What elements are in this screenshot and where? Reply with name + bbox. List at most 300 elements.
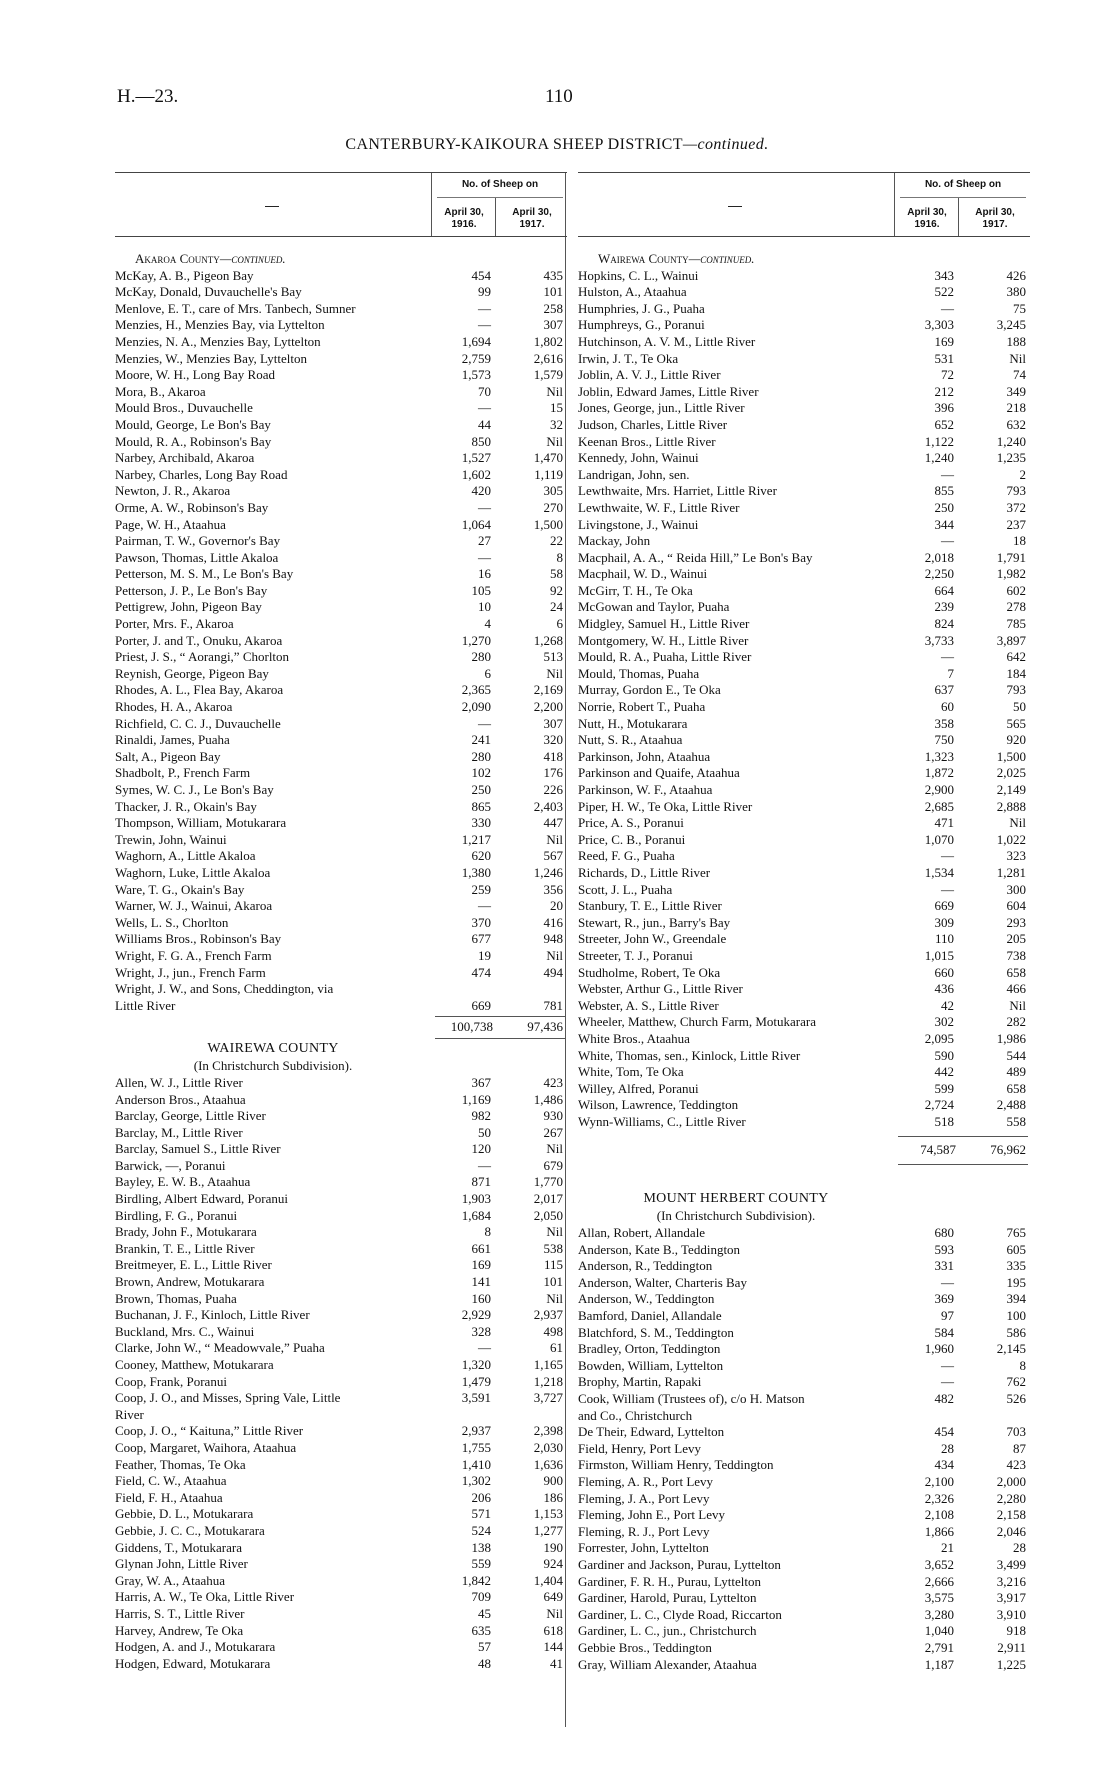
sheep-1917: 900 <box>543 1473 563 1489</box>
holder-name: Brown, Andrew, Motukarara <box>115 1274 265 1290</box>
sheep-1916: 434 <box>934 1457 954 1473</box>
table-row <box>578 732 1030 749</box>
holder-name: Lewthwaite, W. F., Little River <box>578 499 740 515</box>
holder-name: Waghorn, A., Little Akaloa <box>115 848 256 864</box>
sheep-1916: 2,900 <box>924 782 954 797</box>
sheep-1917: Nil <box>546 665 563 681</box>
sheep-1917: Nil <box>546 383 563 399</box>
sheep-1917: 176 <box>543 765 563 781</box>
table-row <box>578 400 1030 417</box>
table-row <box>578 832 1030 849</box>
holder-name: Mora, B., Akaroa <box>115 383 206 399</box>
holder-name: Nutt, S. R., Ataahua <box>578 732 683 748</box>
sheep-1916: 2,250 <box>924 566 954 582</box>
table-row <box>578 517 1030 534</box>
left-column <box>115 172 567 1672</box>
date-1916-line2: 1916. <box>451 219 477 230</box>
sheep-1916: 824 <box>934 616 954 632</box>
sheep-1916: 2,666 <box>924 1573 954 1589</box>
holder-name: Norrie, Robert T., Puaha <box>578 699 706 715</box>
sheep-1917: Nil <box>1009 350 1026 366</box>
holder-name: Coop, J. O., and Misses, Spring Vale, Little <box>115 1390 341 1406</box>
table-row <box>115 1656 567 1673</box>
sheep-1916: 1,169 <box>461 1091 491 1107</box>
table-row <box>578 483 1030 500</box>
sheep-1916: 331 <box>934 1258 954 1274</box>
sheep-1916: 3,652 <box>924 1556 954 1572</box>
sheep-1916: 1,040 <box>924 1623 954 1639</box>
holder-name: Field, C. W., Ataahua <box>115 1473 227 1489</box>
holder-name: Birdling, F. G., Poranui <box>115 1207 238 1223</box>
table-row <box>578 865 1030 882</box>
sheep-1917: 2,158 <box>996 1507 1026 1523</box>
date-1917-header <box>960 207 1030 231</box>
akaroa-heading-text: Akaroa County <box>135 251 220 266</box>
header-rule <box>437 197 563 198</box>
sheep-1917: 1,246 <box>533 864 563 880</box>
sheep-1916: 169 <box>471 1257 491 1273</box>
table-row <box>115 699 567 716</box>
sheep-1917: 1,500 <box>533 516 563 532</box>
table-row <box>115 1092 567 1109</box>
sheep-1916: 2,090 <box>461 699 491 715</box>
sheep-1917: 282 <box>1006 1014 1026 1030</box>
sheep-1916: — <box>478 300 491 316</box>
holder-name: McKay, A. B., Pigeon Bay <box>115 267 254 283</box>
total-1917: 97,436 <box>527 1019 563 1035</box>
sheep-1917: 2,145 <box>996 1341 1026 1357</box>
sheep-1916: 2,929 <box>461 1307 491 1323</box>
table-row <box>578 1242 1030 1259</box>
sheep-1916: 420 <box>471 483 491 499</box>
table-row <box>578 1291 1030 1308</box>
table-row <box>578 533 1030 550</box>
table-row <box>578 1358 1030 1375</box>
holder-name: Mould, R. A., Puaha, Little River <box>578 649 752 665</box>
holder-name: Murray, Gordon E., Te Oka <box>578 682 721 698</box>
table-row <box>578 1097 1030 1114</box>
sheep-1917: 3,910 <box>996 1606 1026 1622</box>
holder-name: Midgley, Samuel H., Little River <box>578 616 750 632</box>
holder-name: Coop, Margaret, Waihora, Ataahua <box>115 1439 297 1455</box>
holder-name: Barwick, —, Poranui <box>115 1157 226 1173</box>
holder-name: Kennedy, John, Wainui <box>578 450 699 466</box>
holder-name: Anderson Bros., Ataahua <box>115 1091 246 1107</box>
sheep-1917: 762 <box>1006 1374 1026 1390</box>
table-row <box>578 1474 1030 1491</box>
sheep-1916: 2,685 <box>924 798 954 814</box>
holder-name: Forrester, John, Lyttelton <box>578 1540 709 1556</box>
total-rule <box>435 1038 565 1039</box>
sheep-1916: 850 <box>471 433 491 449</box>
sheep-1916: 518 <box>934 1113 954 1129</box>
sheep-1917: 567 <box>543 848 563 864</box>
table-row <box>115 1241 567 1258</box>
table-row <box>115 1224 567 1241</box>
table-row <box>115 434 567 451</box>
sheep-1917: 349 <box>1006 383 1026 399</box>
table-row <box>578 450 1030 467</box>
sheep-1917: 1,235 <box>996 450 1026 466</box>
table-row <box>578 716 1030 733</box>
sheep-1916: 436 <box>934 981 954 997</box>
table-row <box>578 649 1030 666</box>
table-row <box>115 467 567 484</box>
wairewa-continued-heading <box>578 251 1030 268</box>
sheep-1917: 61 <box>550 1340 563 1356</box>
holder-name: Anderson, Walter, Charteris Bay <box>578 1274 747 1290</box>
holder-name: Fleming, John E., Port Levy <box>578 1507 725 1523</box>
sheep-1917: 20 <box>550 898 563 914</box>
table-row <box>115 1490 567 1507</box>
sheep-1917: 8 <box>1019 1357 1026 1373</box>
sheep-1917: 75 <box>1013 300 1026 316</box>
sheep-1917: 435 <box>543 267 563 283</box>
holder-name: Wheeler, Matthew, Church Farm, Motukarara <box>578 1014 816 1030</box>
holder-name: Brankin, T. E., Little River <box>115 1240 255 1256</box>
wairewa-heading-suffix: —continued. <box>688 251 755 266</box>
sheep-1916: 1,410 <box>461 1456 491 1472</box>
holder-name: Harvey, Andrew, Te Oka <box>115 1622 244 1638</box>
date-1917-line1: April 30, <box>975 207 1015 218</box>
sheep-1917: 1,986 <box>996 1030 1026 1046</box>
table-row <box>578 268 1030 285</box>
sheep-1916: 471 <box>934 815 954 831</box>
sheep-1916: 2,095 <box>924 1030 954 1046</box>
sheep-1917: 2,000 <box>996 1473 1026 1489</box>
sheep-1917: 1,636 <box>533 1456 563 1472</box>
wairewa-rows-right <box>578 268 1030 1131</box>
sheep-1916: 1,479 <box>461 1373 491 1389</box>
sheep-count-header: No. of Sheep on <box>461 179 539 190</box>
holder-name: Giddens, T., Motukarara <box>115 1539 242 1555</box>
table-row <box>115 1573 567 1590</box>
holder-name: Price, C. B., Poranui <box>578 831 686 847</box>
sheep-1917: 278 <box>1006 599 1026 615</box>
holder-name: Parkinson, W. F., Ataahua <box>578 782 713 797</box>
table-row <box>115 268 567 285</box>
sheep-1916: 42 <box>941 997 954 1013</box>
holder-name: Gardiner, F. R. H., Purau, Lyttelton <box>578 1573 761 1589</box>
sheep-1916: 358 <box>934 715 954 731</box>
sheep-1917: 3,499 <box>996 1556 1026 1572</box>
holder-name: Petterson, M. S. M., Le Bon's Bay <box>115 566 294 582</box>
holder-name: Firmston, William Henry, Teddington <box>578 1457 774 1473</box>
table-row <box>578 1491 1030 1508</box>
sheep-1917: 1,277 <box>533 1522 563 1538</box>
table-row <box>115 483 567 500</box>
sheep-1917: 58 <box>550 566 563 582</box>
sheep-1916: — <box>478 549 491 565</box>
holder-name: Livingstone, J., Wainui <box>578 516 699 532</box>
sheep-1917: 1,470 <box>533 450 563 466</box>
date-1917-line2: 1917. <box>982 219 1008 230</box>
table-row <box>115 848 567 865</box>
holder-name: Scott, J. L., Puaha <box>578 881 673 897</box>
sheep-1917: 618 <box>543 1622 563 1638</box>
holder-name: Stanbury, T. E., Little River <box>578 898 722 914</box>
sheep-1917: 2,050 <box>533 1207 563 1223</box>
sheep-1917: 267 <box>543 1124 563 1140</box>
holder-name: Glynan John, Little River <box>115 1556 248 1572</box>
sheep-1917: 1,119 <box>534 466 563 482</box>
sheep-1917: 558 <box>1006 1113 1026 1129</box>
holder-name: Orme, A. W., Robinson's Bay <box>115 499 269 515</box>
holder-name: White Bros., Ataahua <box>578 1030 690 1046</box>
sheep-1916: 48 <box>478 1655 491 1671</box>
table-row <box>115 1457 567 1474</box>
sheep-1916: — <box>941 533 954 549</box>
sheep-1917: 101 <box>543 1274 563 1290</box>
sheep-1916: 302 <box>934 1014 954 1030</box>
table-row <box>115 865 567 882</box>
sheep-1916: 482 <box>934 1391 954 1406</box>
date-1916-line2: 1916. <box>914 219 940 230</box>
sheep-1917: 423 <box>543 1074 563 1090</box>
table-row <box>578 782 1030 799</box>
sheep-1916: 250 <box>471 782 491 797</box>
total-rule <box>435 1016 565 1017</box>
sheep-1917: 2,911 <box>997 1639 1026 1655</box>
wairewa-subdivision: (In Christchurch Subdivision). <box>193 1058 353 1074</box>
table-row <box>578 1574 1030 1591</box>
table-row <box>115 1606 567 1623</box>
table-row <box>115 998 567 1015</box>
holder-name: Fleming, R. J., Port Levy <box>578 1523 710 1539</box>
sheep-1917: 87 <box>1013 1440 1026 1456</box>
holder-name: White, Tom, Te Oka <box>578 1064 684 1080</box>
sheep-1917: 2,280 <box>996 1490 1026 1506</box>
sheep-1917: 92 <box>550 582 563 598</box>
sheep-1916: — <box>478 715 491 731</box>
sheep-1916: 1,755 <box>461 1439 491 1455</box>
sheep-1917: 50 <box>1013 699 1026 715</box>
sheep-1916: 44 <box>478 416 491 432</box>
sheep-1916: 72 <box>941 367 954 383</box>
table-row <box>115 666 567 683</box>
table-row <box>578 1225 1030 1242</box>
table-row <box>578 965 1030 982</box>
sheep-1917: 2,025 <box>996 765 1026 781</box>
holder-name: Priest, J. S., “ Aorangi,” Chorlton <box>115 649 290 665</box>
sheep-1917: 18 <box>1013 533 1026 549</box>
table-row <box>578 1114 1030 1131</box>
sheep-1917: 218 <box>1006 400 1026 416</box>
sheep-1917: 538 <box>543 1240 563 1256</box>
sheep-1916: 454 <box>471 267 491 283</box>
sheep-1916: — <box>941 881 954 897</box>
holder-name: Streeter, T. J., Poranui <box>578 947 693 963</box>
sheep-1917: 3,245 <box>996 317 1026 333</box>
holder-name: Bamford, Daniel, Allandale <box>578 1308 722 1324</box>
holder-name: Menlove, E. T., care of Mrs. Tanbech, Sumner <box>115 300 356 316</box>
holder-name: Gray, W. A., Ataahua <box>115 1572 225 1588</box>
holder-name: Gardiner, L. C., Clyde Road, Riccarton <box>578 1606 782 1622</box>
holder-name: Page, W. H., Ataahua <box>115 516 226 532</box>
sheep-1917: 1,579 <box>533 367 563 383</box>
sheep-1917: 703 <box>1006 1424 1026 1440</box>
holder-name: Breitmeyer, E. L., Little River <box>115 1257 272 1273</box>
akaroa-rows <box>115 268 567 1015</box>
holder-name: Moore, W. H., Long Bay Road <box>115 367 275 383</box>
wairewa-total <box>578 1130 1030 1170</box>
mount-herbert-subdivision: (In Christchurch Subdivision). <box>656 1208 816 1224</box>
table-header-left <box>115 172 567 237</box>
table-row <box>115 948 567 965</box>
sheep-1917: 1,982 <box>996 566 1026 582</box>
sheep-1916: 10 <box>478 599 491 615</box>
holder-name: Lewthwaite, Mrs. Harriet, Little River <box>578 483 777 499</box>
sheep-1916: 70 <box>478 383 491 399</box>
sheep-1917: 447 <box>543 815 563 831</box>
sheep-1916: 584 <box>934 1324 954 1340</box>
sheep-1916: 2,791 <box>924 1639 954 1655</box>
total-rule <box>898 1164 1028 1165</box>
sheep-1916: 982 <box>471 1108 491 1124</box>
holder-name: Piper, H. W., Te Oka, Little River <box>578 798 753 814</box>
table-row <box>578 1064 1030 1081</box>
sheep-1917: Nil <box>1009 815 1026 831</box>
sheep-1917: 144 <box>543 1639 563 1655</box>
sheep-1917: 948 <box>543 931 563 947</box>
sheep-1916: 1,015 <box>924 947 954 963</box>
sheep-1916: 4 <box>484 616 491 632</box>
holder-name: Hodgen, A. and J., Motukarara <box>115 1639 276 1655</box>
holder-name: Warner, W. J., Wainui, Akaroa <box>115 898 273 914</box>
table-header-right <box>578 172 1030 237</box>
table-row <box>115 517 567 534</box>
table-row <box>578 334 1030 351</box>
holder-name: Brown, Thomas, Puaha <box>115 1290 237 1306</box>
left-table-body <box>115 237 567 1672</box>
holder-name: Williams Bros., Robinson's Bay <box>115 931 282 947</box>
table-row <box>578 1341 1030 1358</box>
table-row <box>578 1408 1030 1425</box>
sheep-1917: 3,897 <box>996 632 1026 648</box>
sheep-1916: 3,575 <box>924 1590 954 1606</box>
sheep-1916: — <box>941 649 954 665</box>
holder-name: Barclay, George, Little River <box>115 1108 266 1124</box>
sheep-1916: — <box>941 1274 954 1290</box>
table-row <box>115 1423 567 1440</box>
sheep-1917: 320 <box>543 732 563 748</box>
sheep-1916: 1,842 <box>461 1572 491 1588</box>
holder-name: Little River <box>115 997 176 1013</box>
table-row <box>115 1191 567 1208</box>
holder-name: Gardiner, L. C., jun., Christchurch <box>578 1623 757 1639</box>
sheep-1916: 3,280 <box>924 1606 954 1622</box>
holder-name: Willey, Alfred, Poranui <box>578 1080 699 1096</box>
sheep-1916: — <box>478 317 491 333</box>
table-row <box>578 815 1030 832</box>
sheep-1917: 920 <box>1006 732 1026 748</box>
sheep-count-header: No. of Sheep on <box>924 179 1002 190</box>
holder-name: Parkinson and Quaife, Ataahua <box>578 765 740 781</box>
holder-name: Mackay, John <box>578 533 651 549</box>
page-title <box>0 136 1114 154</box>
sheep-1916: 141 <box>471 1274 491 1290</box>
holder-name: McGowan and Taylor, Puaha <box>578 599 730 615</box>
table-row <box>578 682 1030 699</box>
holder-name: Porter, J. and T., Onuku, Akaroa <box>115 632 283 648</box>
holder-name: Gray, William Alexander, Ataahua <box>578 1656 757 1672</box>
sheep-1916: 635 <box>471 1622 491 1638</box>
sheep-1916: 396 <box>934 400 954 416</box>
sheep-1917: 32 <box>550 416 563 432</box>
sheep-1916: 45 <box>478 1605 491 1621</box>
table-row <box>115 1291 567 1308</box>
table-row <box>578 1374 1030 1391</box>
holder-name: Menzies, H., Menzies Bay, via Lyttelton <box>115 317 325 333</box>
sheep-1917: 649 <box>543 1589 563 1605</box>
table-row <box>115 1208 567 1225</box>
sheep-1917: Nil <box>546 1224 563 1240</box>
holder-name: Coop, J. O., “ Kaituna,” Little River <box>115 1423 304 1439</box>
holder-name: Field, Henry, Port Levy <box>578 1440 701 1456</box>
mount-herbert-rows <box>578 1225 1030 1673</box>
holder-name: Menzies, W., Menzies Bay, Lyttelton <box>115 350 307 366</box>
table-row <box>578 566 1030 583</box>
holder-name: Thacker, J. R., Okain's Bay <box>115 798 257 814</box>
holder-name: Fleming, A. R., Port Levy <box>578 1473 714 1489</box>
sheep-1916: 593 <box>934 1241 954 1257</box>
table-row <box>578 1424 1030 1441</box>
holder-name: Gebbie Bros., Teddington <box>578 1639 712 1655</box>
sheep-1916: 110 <box>934 931 954 947</box>
sheep-1916: 370 <box>471 914 491 930</box>
sheep-1917: 489 <box>1006 1064 1026 1080</box>
sheep-1917: 1,791 <box>996 549 1026 565</box>
sheep-1917: 2 <box>1019 466 1026 482</box>
sheep-1916: 559 <box>471 1556 491 1572</box>
table-row <box>578 848 1030 865</box>
holder-name: Harris, A. W., Te Oka, Little River <box>115 1589 295 1605</box>
holder-name: Blatchford, S. M., Teddington <box>578 1324 734 1340</box>
table-row <box>115 1374 567 1391</box>
table-row <box>115 1390 567 1407</box>
sheep-1917: Nil <box>546 947 563 963</box>
sheep-1917: 586 <box>1006 1324 1026 1340</box>
table-row <box>115 317 567 334</box>
holder-name: Wells, L. S., Chorlton <box>115 914 229 930</box>
holder-name: Porter, Mrs. F., Akaroa <box>115 616 234 632</box>
sheep-1917: 604 <box>1006 898 1026 914</box>
sheep-1917: 526 <box>1006 1391 1026 1406</box>
table-row <box>578 981 1030 998</box>
sheep-1916: 677 <box>471 931 491 947</box>
table-row <box>115 417 567 434</box>
sheep-1916: 330 <box>471 815 491 831</box>
sheep-1916: 454 <box>934 1424 954 1440</box>
wairewa-county-heading: WAIREWA COUNTY <box>207 1041 339 1057</box>
holder-name: Pettigrew, John, Pigeon Bay <box>115 599 262 615</box>
holder-name: Anderson, Kate B., Teddington <box>578 1241 741 1257</box>
table-row <box>578 915 1030 932</box>
holder-name: Richfield, C. C. J., Duvauchelle <box>115 715 281 731</box>
table-row <box>578 699 1030 716</box>
sheep-1916: — <box>478 898 491 914</box>
holder-name: Rinaldi, James, Puaha <box>115 732 230 748</box>
sheep-1917: 237 <box>1006 516 1026 532</box>
table-row <box>115 1307 567 1324</box>
holder-name: Macphail, W. D., Wainui <box>578 566 708 582</box>
holder-name: Waghorn, Luke, Little Akaloa <box>115 864 271 880</box>
table-row <box>115 1075 567 1092</box>
sheep-1917: 785 <box>1006 616 1026 632</box>
table-row <box>115 1523 567 1540</box>
sheep-1917: 658 <box>1006 1080 1026 1096</box>
sheep-1916: 120 <box>471 1141 491 1157</box>
